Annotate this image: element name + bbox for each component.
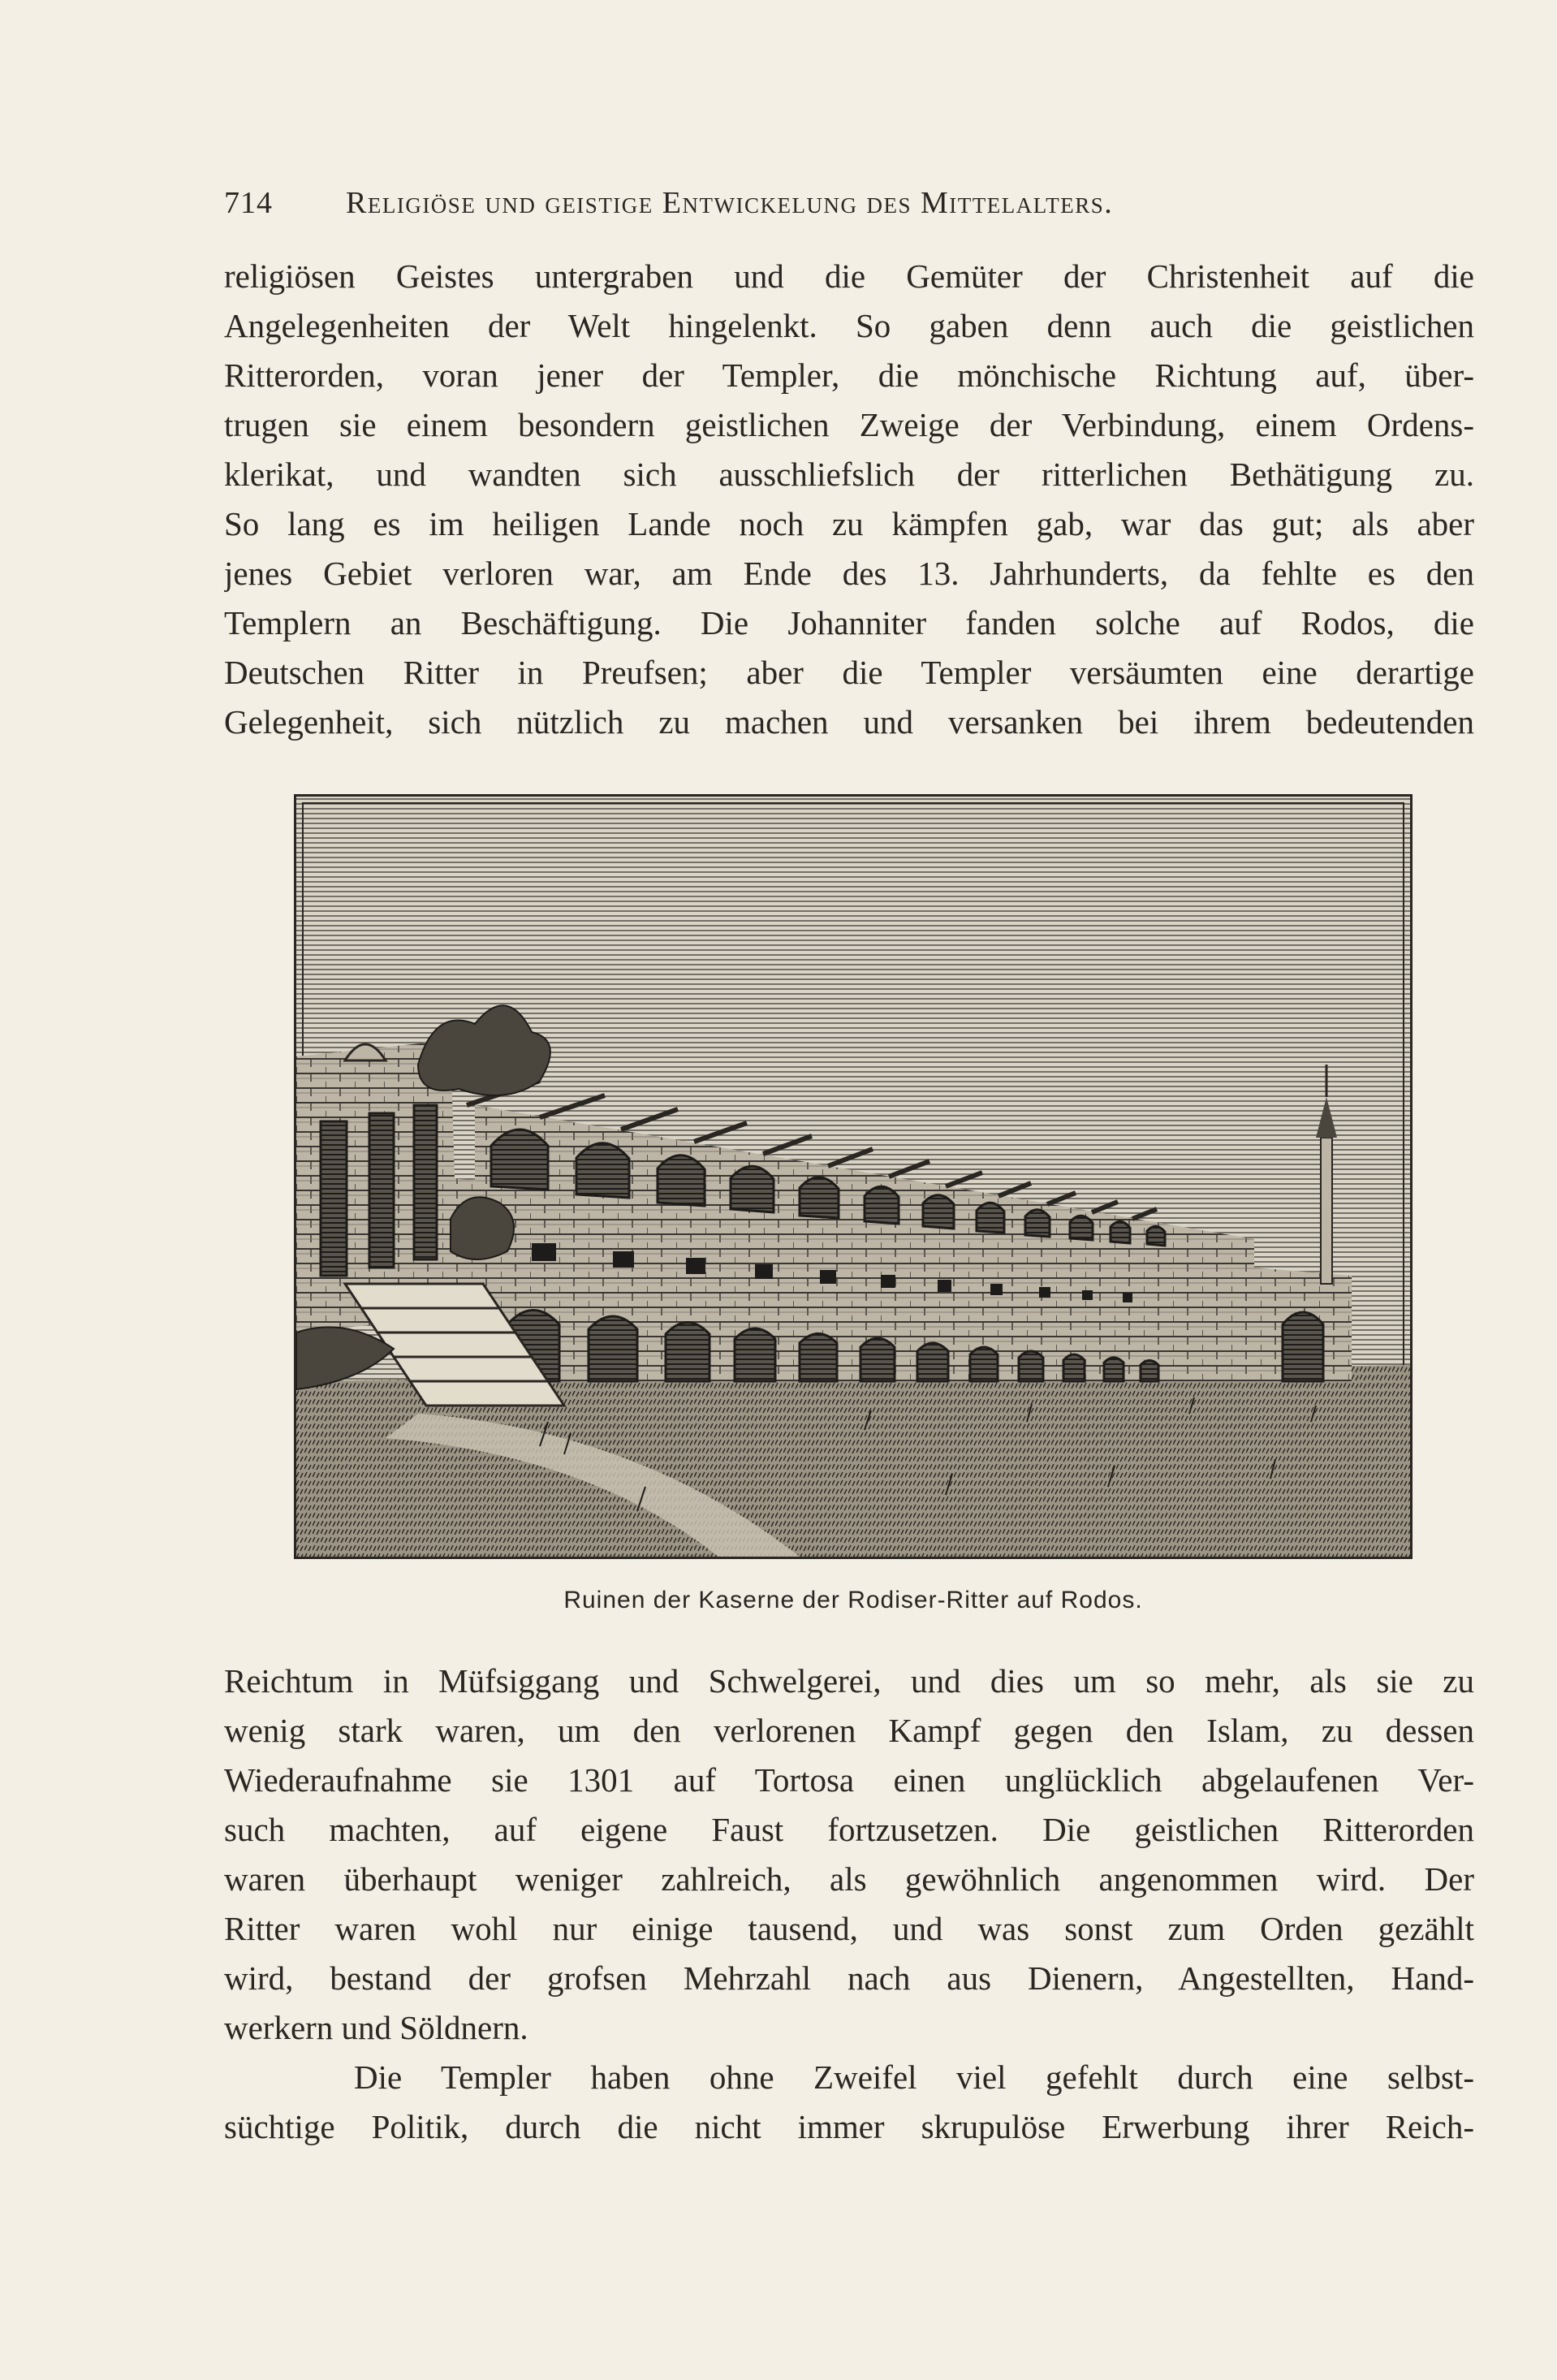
engraving-illustration [294, 794, 1413, 1559]
text-line: such machten, auf eigene Faust fortzusetzen. Die geistlichen Ritterorden [224, 1811, 1474, 1848]
text-line: Ritter waren wohl nur einige tausend, und was sonst zum Orden gezählt [224, 1910, 1474, 1947]
text-line: Die Templer haben ohne Zweifel viel gefehlt durch eine selbst- [354, 2058, 1474, 2096]
text-line: Wiederaufnahme sie 1301 auf Tortosa einen unglücklich abgelaufenen Ver- [224, 1761, 1474, 1799]
text-line: waren überhaupt weniger zahlreich, als gewöhnlich angenommen wird. Der [224, 1860, 1474, 1898]
text-line: Reichtum in Müfsiggang und Schwelgerei, und dies um so mehr, als sie zu [224, 1662, 1474, 1700]
text-line: süchtige Politik, durch die nicht immer skrupulöse Erwerbung ihrer Reich- [224, 2108, 1474, 2145]
text-line: Ritterorden, voran jener der Templer, die mönchische Richtung auf, über- [224, 356, 1474, 394]
text-line: werkern und Söldnern. [224, 2009, 528, 2046]
text-line: klerikat, und wandten sich ausschliefslich der ritterlichen Bethätigung zu. [224, 456, 1474, 493]
running-header [224, 185, 1385, 221]
text-line: trugen sie einem besondern geistlichen Zweige der Verbindung, einem Ordens- [224, 406, 1474, 443]
text-line: Angelegenheiten der Welt hingelenkt. So gaben denn auch die geistlichen [224, 307, 1474, 344]
body-text-bottom [224, 1656, 1474, 2152]
figure-caption: Ruinen der Kaserne der Rodiser-Ritter auf Rodos. [563, 1587, 1143, 1613]
text-line: wenig stark waren, um den verlorenen Kampf gegen den Islam, zu dessen [224, 1712, 1474, 1749]
page-number: 714 [224, 186, 273, 220]
text-line: Gelegenheit, sich nützlich zu machen und versanken bei ihrem bedeutenden [224, 703, 1474, 741]
text-line: So lang es im heiligen Lande noch zu kämpfen gab, war das gut; als aber [224, 505, 1474, 542]
text-line: Templern an Beschäftigung. Die Johanniter fanden solche auf Rodos, die [224, 604, 1474, 641]
running-title: Religiöse und geistige Entwickelung des Mittelalters. [346, 186, 1114, 220]
text-line: Deutschen Ritter in Preufsen; aber die Templer versäumten eine derartige [224, 654, 1474, 691]
body-text-top [224, 252, 1474, 747]
text-line: wird, bestand der grofsen Mehrzahl nach aus Dienern, Angestellten, Hand- [224, 1959, 1474, 1997]
text-line: jenes Gebiet verloren war, am Ende des 13. Jahrhunderts, da fehlte es den [224, 555, 1474, 592]
text-line: religiösen Geistes untergraben und die Gemüter der Christenheit auf die [224, 257, 1474, 295]
